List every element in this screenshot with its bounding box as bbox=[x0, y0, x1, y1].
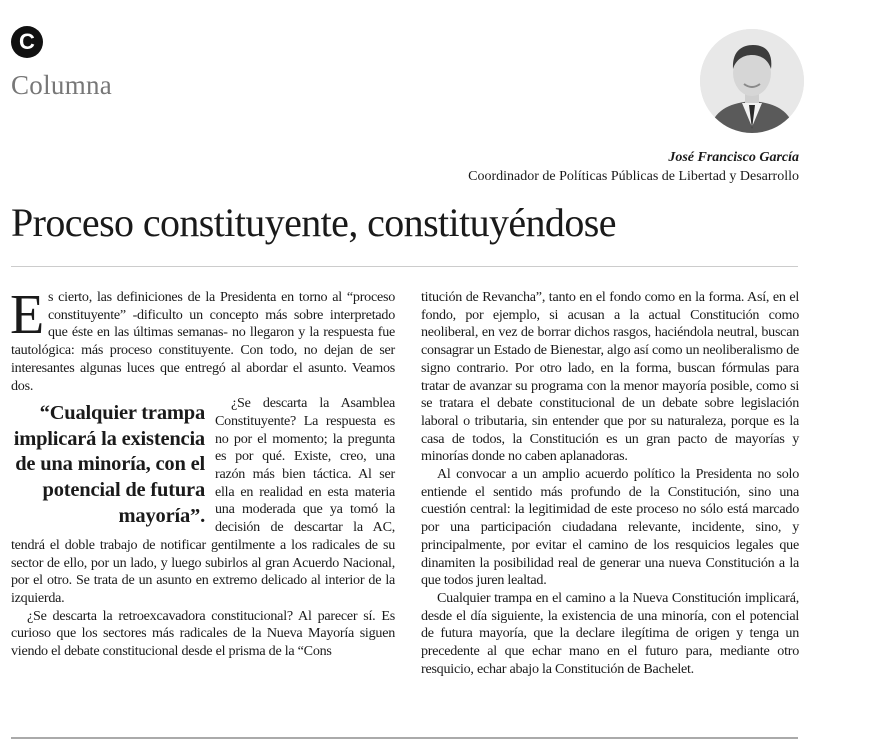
pull-quote: “Cualquier trampa implicará la existencia de una minoría, con el potencial de futura mayoría”. bbox=[13, 402, 205, 527]
paragraph-1 bbox=[10, 284, 395, 395]
section-label: Columna bbox=[11, 70, 113, 100]
paragraph-3-continued: titución de Revancha”, tanto en el fondo como en la forma. Así, en el fondo, por ejemplo, si acusan a la actual Constitución como neoliberal, en vez de borrar dichos rasgos, haciéndola neutral, buscan consagrar un Estado de Bienestar, algo así como un neoliberalismo de signo contrario. Por otro lado, en la forma, buscan fórmulas para tratar de avanzar su programa con la menor mayoría posible, como si se tratara el debate constitucional de un debate sobre legislación laboral o tributaria, sin entender que por su naturaleza, porque es la casa de todos, la Constitución es un gran pacto de mayorías y minorías donde no caben aplanadoras. bbox=[421, 289, 799, 465]
author-photo bbox=[700, 29, 804, 133]
paragraph-1-text: s cierto, las definiciones de la Presidenta en torno al “proceso constituyente” -dificulto un concepto más sobre interpretado que éste en las últimas semanas- no llegaron y la respuesta fue tautológica: más proceso constituyente. Con todo, no dejan de ser interesantes algunas luces que entregó al abordar el asunto. Veamos dos. bbox=[11, 289, 395, 394]
divider bbox=[11, 266, 798, 267]
paragraph-2 bbox=[11, 395, 395, 607]
column-badge: C bbox=[11, 26, 43, 58]
bottom-rule bbox=[11, 737, 798, 739]
paragraph-4: Al convocar a un amplio acuerdo político la Presidenta no solo entiende el sentido más profundo de la Constitución, sino una cuestión central: la legitimidad de este proceso no sólo está marcado por una participación ciudadana relevante, incidente, sino, y principalmente, por evitar el camino de los resquicios legales que dinamiten la posibilidad real de generar una nueva Constitución a la que todos juren lealtad. bbox=[421, 466, 799, 589]
paragraph-2-text: ¿Se descarta la Asamblea Constituyente? La respuesta es no por el momento; la pregunta es por qué. Existe, creo, una razón más bien táctica. Al ser ella en realidad en esta materia una moderada que ya tomó la decisión de descartar la AC, tendrá el doble trabajo de notificar gentilmente a los radicales de su sector de ello, por un lado, y luego subirlos al gran Acuerdo Nacional, por el otro. Se trata de un asunto en extremo delicado al interior de la izquierda. bbox=[11, 395, 395, 606]
drop-cap: E bbox=[10, 284, 44, 346]
headline: Proceso constituyente, constituyéndose bbox=[11, 200, 616, 245]
paragraph-5: Cualquier trampa en el camino a la Nueva Constitución implicará, desde el día siguiente, la existencia de una minoría, con el potencial de futura mayoría, que la declare ilegítima de origen y tenga un precedente al que echar mano en el futuro para, mediante otro resquicio, echar abajo la Constitución de Bachelet. bbox=[421, 589, 799, 677]
author-name: José Francisco García bbox=[668, 150, 799, 165]
author-byline bbox=[468, 148, 799, 186]
article-column-2 bbox=[421, 289, 799, 678]
article-column-1 bbox=[10, 284, 395, 661]
author-role: Coordinador de Políticas Públicas de Libertad y Desarrollo bbox=[468, 169, 799, 184]
paragraph-3: ¿Se descarta la retroexcavadora constitucional? Al parecer sí. Es curioso que los sectores más radicales de la Nueva Mayoría siguen viendo el debate constitucional desde el prisma de la “Cons bbox=[11, 607, 395, 660]
